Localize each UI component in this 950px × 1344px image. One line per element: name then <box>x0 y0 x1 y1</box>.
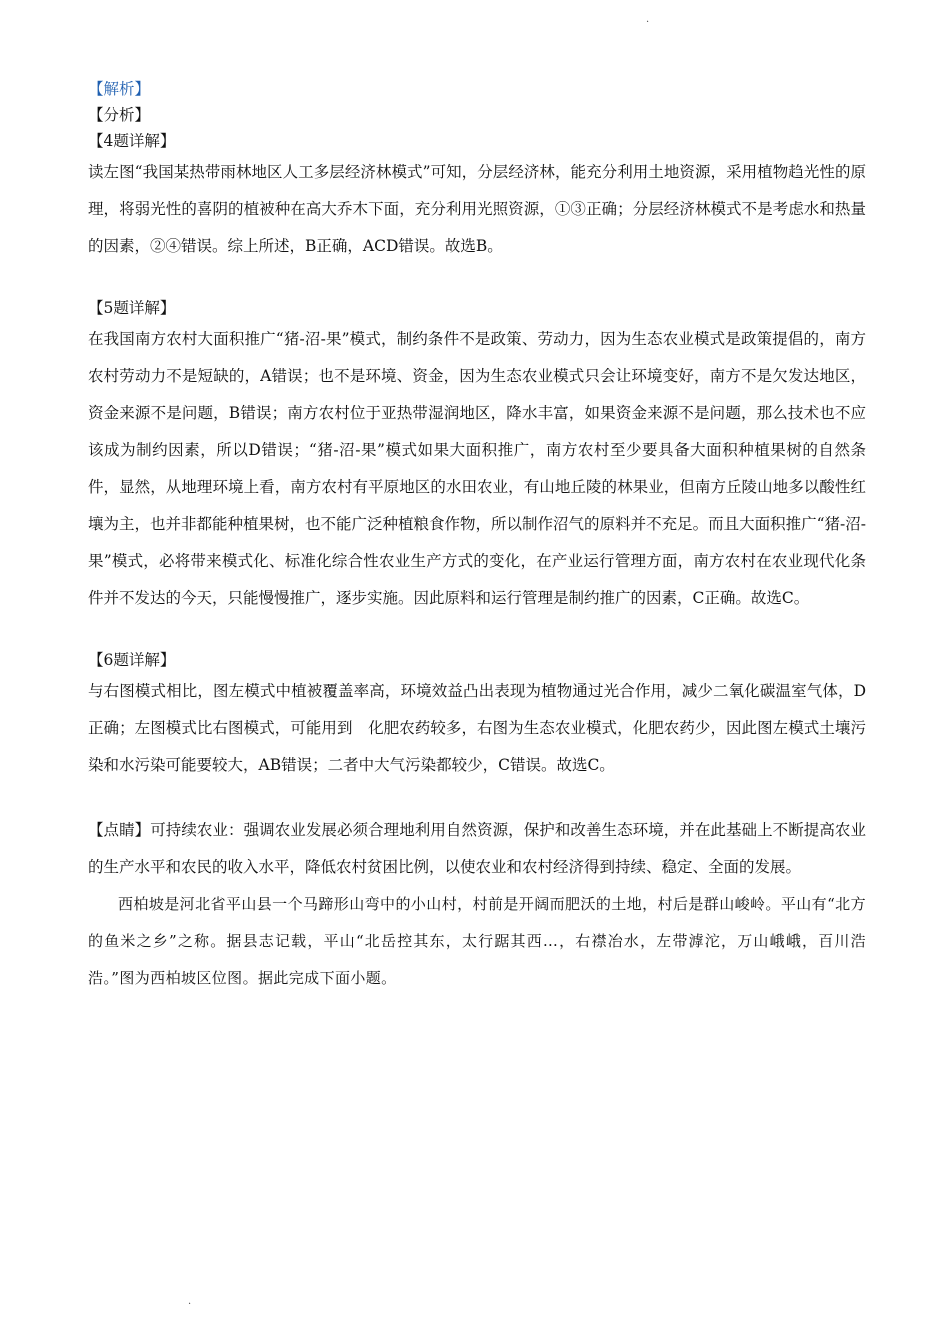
answer-document <box>88 76 866 997</box>
q4-body: 读左图“我国某热带雨林地区人工多层经济林模式”可知，分层经济林，能充分利用土地资源，采用植物趋光性的原理，将弱光性的喜阴的植被种在高大乔木下面，充分利用光照资源，①③正确；分层经济林模式不是考虑水和热量的因素，②④错误。综上所述，B正确，ACD错误。故选B。 <box>88 163 866 255</box>
header-dot: · <box>646 17 650 28</box>
next-question-intro: 西柏坡是河北省平山县一个马蹄形山弯中的小山村，村前是开阔而肥沃的土地，村后是群山峻岭。平山有“北方的鱼米之乡”之称。据县志记载，平山“北岳控其东，太行踞其西…，右襟冶水，左带滹沱，万山峨峨，百川浩浩。”图为西柏坡区位图。据此完成下面小题。 <box>88 895 866 987</box>
q5-heading: 【5题详解】 <box>88 299 176 317</box>
q6-body: 与右图模式相比，图左模式中植被覆盖率高，环境效益凸出表现为植物通过光合作用，减少二氧化碳温室气体，D正确；左图模式比右图模式，可能用到 化肥农药较多，右图为生态农业模式，化肥农药少，因此图左模式土壤污染和水污染可能要较大，AB错误；二者中大气污染都较少，C错误。故选C。 <box>88 682 866 774</box>
footer-dot: · <box>188 1299 192 1310</box>
q4-heading: 【4题详解】 <box>88 132 176 150</box>
jiexi-label: 【解析】 <box>88 80 151 98</box>
q6-heading: 【6题详解】 <box>88 651 176 669</box>
dianjing-label: 【点睛】 <box>88 821 151 839</box>
dianjing-body: 可持续农业：强调农业发展必须合理地利用自然资源，保护和改善生态环境，并在此基础上不断提高农业的生产水平和农民的收入水平，降低农村贫困比例，以使农业和农村经济得到持续、稳定、全面的发展。 <box>88 821 866 876</box>
fenxi-label: 【分析】 <box>88 106 151 124</box>
q5-body: 在我国南方农村大面积推广“猪-沼-果”模式，制约条件不是政策、劳动力，因为生态农业模式是政策提倡的，南方农村劳动力不是短缺的，A错误；也不是环境、资金，因为生态农业模式只会让环境变好，南方不是欠发达地区，资金来源不是问题，B错误；南方农村位于亚热带湿润地区，降水丰富，如果资金来源不是问题，那么技术也不应该成为制约因素，所以D错误；“猪-沼-果”模式如果大面积推广，南方农村至少要具备大面积种植果树的自然条件，显然，从地理环境上看，南方农村有平原地区的水田农业，有山地丘陵的林果业，但南方丘陵山地多以酸性红壤为主，也并非都能种植果树，也不能广泛种植粮食作物，所以制作沼气的原料并不充足。而且大面积推广“猪-沼-果”模式，必将带来模式化、标准化综合性农业生产方式的变化，在产业运行管理方面，南方农村在农业现代化条件并不发达的今天，只能慢慢推广，逐步实施。因此原料和运行管理是制约推广的因素，C正确。故选C。 <box>88 330 866 607</box>
dianjing-block <box>88 812 866 886</box>
